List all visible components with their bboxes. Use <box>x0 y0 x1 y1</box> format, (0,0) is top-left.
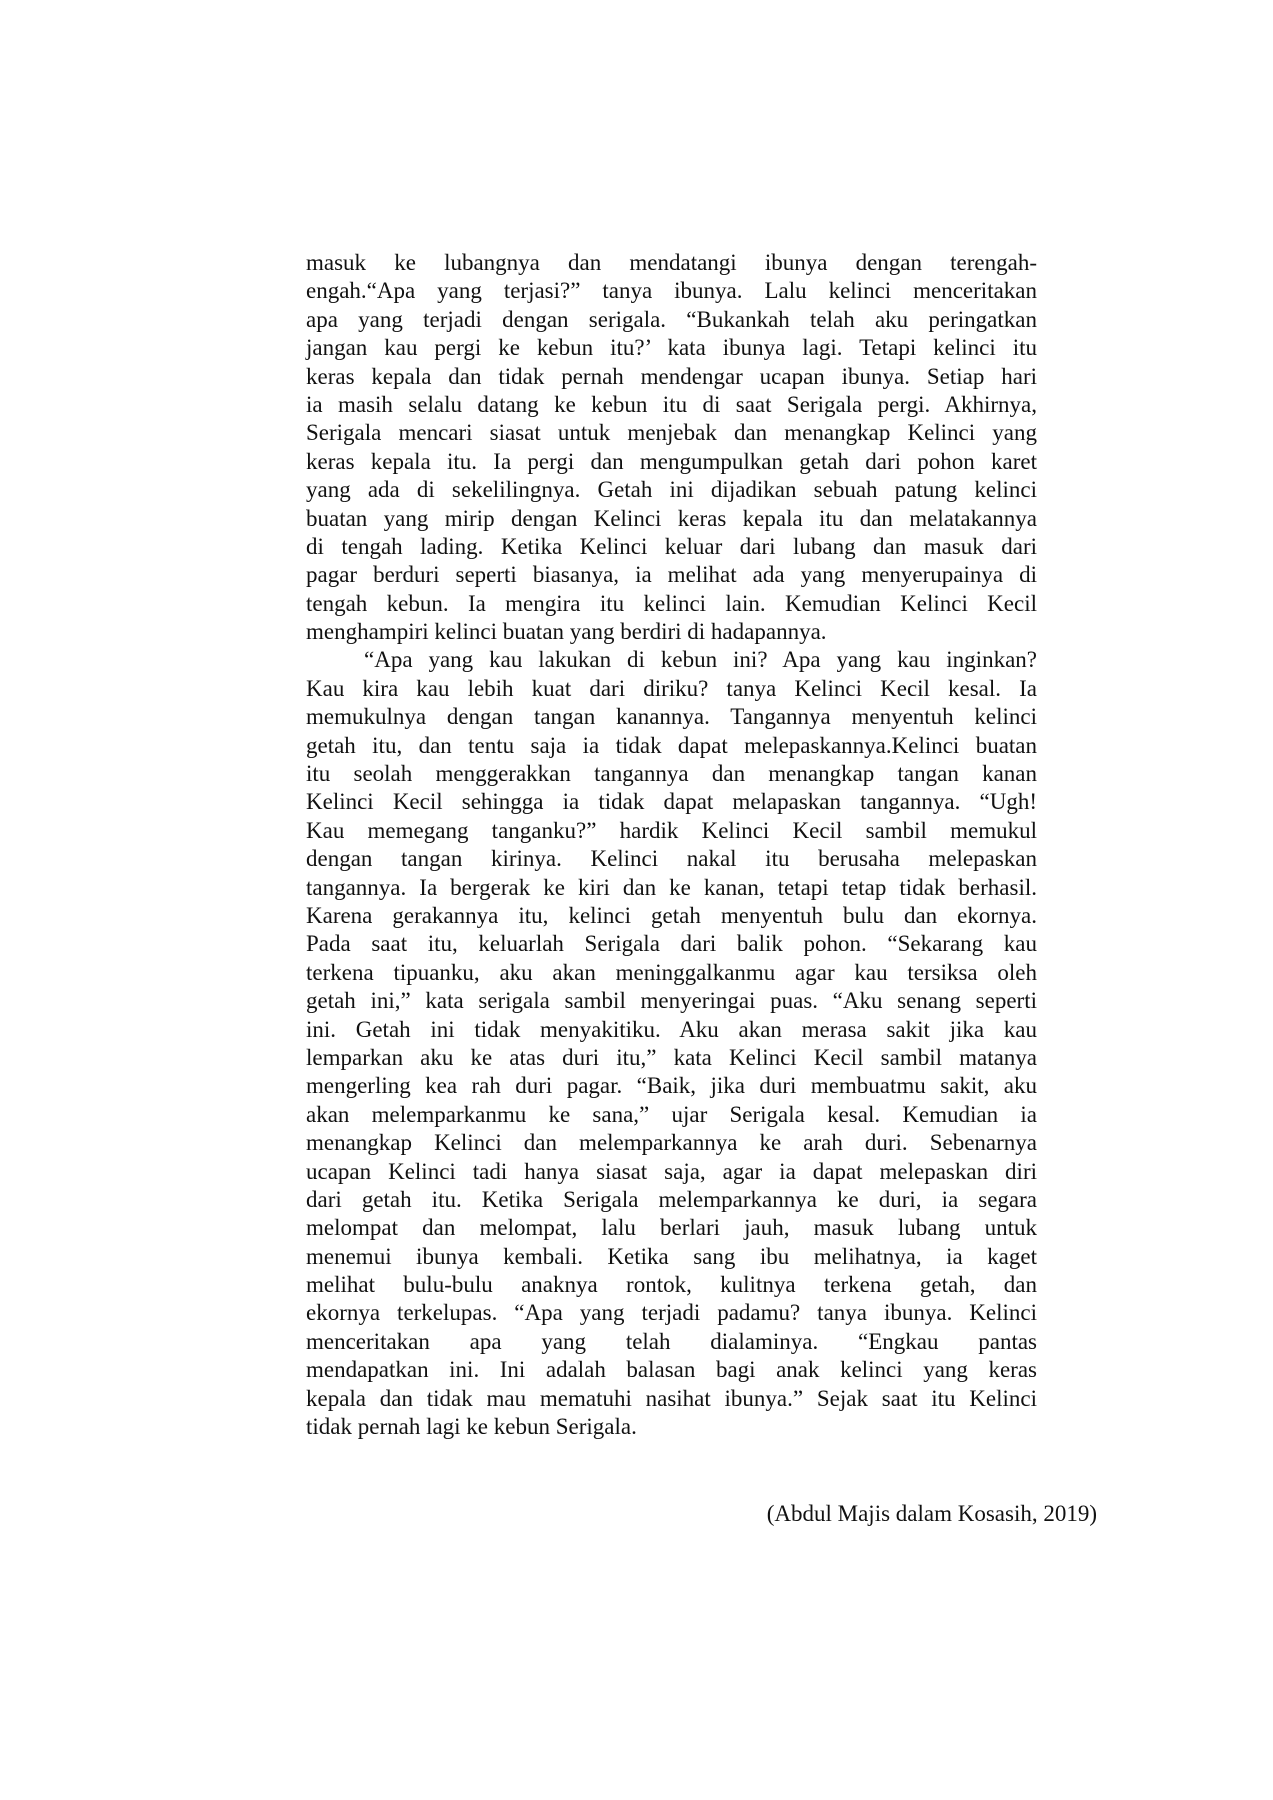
text-line: mendapatkan ini. Ini adalah balasan bagi anak kelinci yang keras <box>306 1357 1037 1383</box>
text-line: keras kepala dan tidak pernah mendengar ucapan ibunya. Setiap hari <box>306 363 1037 389</box>
text-line: Karena gerakannya itu, kelinci getah menyentuh bulu dan ekornya. <box>306 902 1037 928</box>
text-line: terkena tipuanku, aku akan meninggalkanmu agar kau tersiksa oleh <box>306 959 1037 985</box>
text-line: ini. Getah ini tidak menyakitiku. Aku akan merasa sakit jika kau <box>306 1016 1037 1042</box>
text-line: Kelinci Kecil sehingga ia tidak dapat melapaskan tangannya. “Ugh! <box>306 789 1037 815</box>
text-line: Serigala mencari siasat untuk menjebak dan menangkap Kelinci yang <box>306 420 1037 446</box>
text-line: tengah kebun. Ia mengira itu kelinci lain. Kemudian Kelinci Kecil <box>306 590 1037 616</box>
text-line: menghampiri kelinci buatan yang berdiri di hadapannya. <box>306 619 827 645</box>
text-line: kepala dan tidak mau mematuhi nasihat ibunya.” Sejak saat itu Kelinci <box>306 1385 1037 1411</box>
text-line: pagar berduri seperti biasanya, ia melihat ada yang menyerupainya di <box>306 562 1037 588</box>
text-line: menemui ibunya kembali. Ketika sang ibu melihatnya, ia kaget <box>306 1243 1037 1269</box>
text-line: “Apa yang kau lakukan di kebun ini? Apa yang kau inginkan? <box>364 647 1037 673</box>
text-line: mengerling kea rah duri pagar. “Baik, jika duri membuatmu sakit, aku <box>306 1073 1037 1099</box>
text-line: buatan yang mirip dengan Kelinci keras kepala itu dan melatakannya <box>306 505 1037 531</box>
text-line: melihat bulu-bulu anaknya rontok, kulitnya terkena getah, dan <box>306 1272 1037 1298</box>
text-line: di tengah lading. Ketika Kelinci keluar dari lubang dan masuk dari <box>306 533 1037 559</box>
text-line: itu seolah menggerakkan tangannya dan menangkap tangan kanan <box>306 761 1037 787</box>
text-line: dari getah itu. Ketika Serigala melemparkannya ke duri, ia segara <box>306 1186 1037 1212</box>
text-line: engah.“Apa yang terjasi?” tanya ibunya. Lalu kelinci menceritakan <box>306 278 1037 304</box>
text-line: Kau memegang tanganku?” hardik Kelinci Kecil sambil memukul <box>306 817 1037 843</box>
text-line: tidak pernah lagi ke kebun Serigala. <box>306 1414 637 1440</box>
text-line: akan melemparkanmu ke sana,” ujar Serigala kesal. Kemudian ia <box>306 1101 1037 1127</box>
text-line: apa yang terjadi dengan serigala. “Bukankah telah aku peringatkan <box>306 306 1037 332</box>
text-line: yang ada di sekelilingnya. Getah ini dijadikan sebuah patung kelinci <box>306 477 1037 503</box>
text-line: memukulnya dengan tangan kanannya. Tangannya menyentuh kelinci <box>306 704 1037 730</box>
text-line: lemparkan aku ke atas duri itu,” kata Kelinci Kecil sambil matanya <box>306 1044 1037 1070</box>
text-line: ekornya terkelupas. “Apa yang terjadi padamu? tanya ibunya. Kelinci <box>306 1300 1037 1326</box>
story-text <box>306 249 1037 1441</box>
text-line: menceritakan apa yang telah dialaminya. “Engkau pantas <box>306 1328 1037 1354</box>
text-line: keras kepala itu. Ia pergi dan mengumpulkan getah dari pohon karet <box>306 448 1037 474</box>
text-line: Kau kira kau lebih kuat dari diriku? tanya Kelinci Kecil kesal. Ia <box>306 675 1037 701</box>
text-line: jangan kau pergi ke kebun itu?’ kata ibunya lagi. Tetapi kelinci itu <box>306 335 1037 361</box>
text-line: masuk ke lubangnya dan mendatangi ibunya dengan terengah- <box>306 250 1037 275</box>
text-line: menangkap Kelinci dan melemparkannya ke arah duri. Sebenarnya <box>306 1130 1037 1156</box>
paragraph <box>306 249 1037 646</box>
citation: (Abdul Majis dalam Kosasih, 2019) <box>766 1501 1097 1526</box>
text-line: ia masih selalu datang ke kebun itu di saat Serigala pergi. Akhirnya, <box>306 391 1037 417</box>
text-line: Pada saat itu, keluarlah Serigala dari balik pohon. “Sekarang kau <box>306 931 1037 957</box>
text-line: getah ini,” kata serigala sambil menyeringai puas. “Aku senang seperti <box>306 988 1037 1014</box>
text-line: getah itu, dan tentu saja ia tidak dapat melepaskannya.Kelinci buatan <box>306 732 1037 758</box>
paragraph <box>306 646 1037 1441</box>
text-line: ucapan Kelinci tadi hanya siasat saja, agar ia dapat melepaskan diri <box>306 1158 1037 1184</box>
text-line: dengan tangan kirinya. Kelinci nakal itu berusaha melepaskan <box>306 846 1037 872</box>
text-line: melompat dan melompat, lalu berlari jauh, masuk lubang untuk <box>306 1215 1037 1241</box>
text-line: tangannya. Ia bergerak ke kiri dan ke kanan, tetapi tetap tidak berhasil. <box>306 874 1037 900</box>
